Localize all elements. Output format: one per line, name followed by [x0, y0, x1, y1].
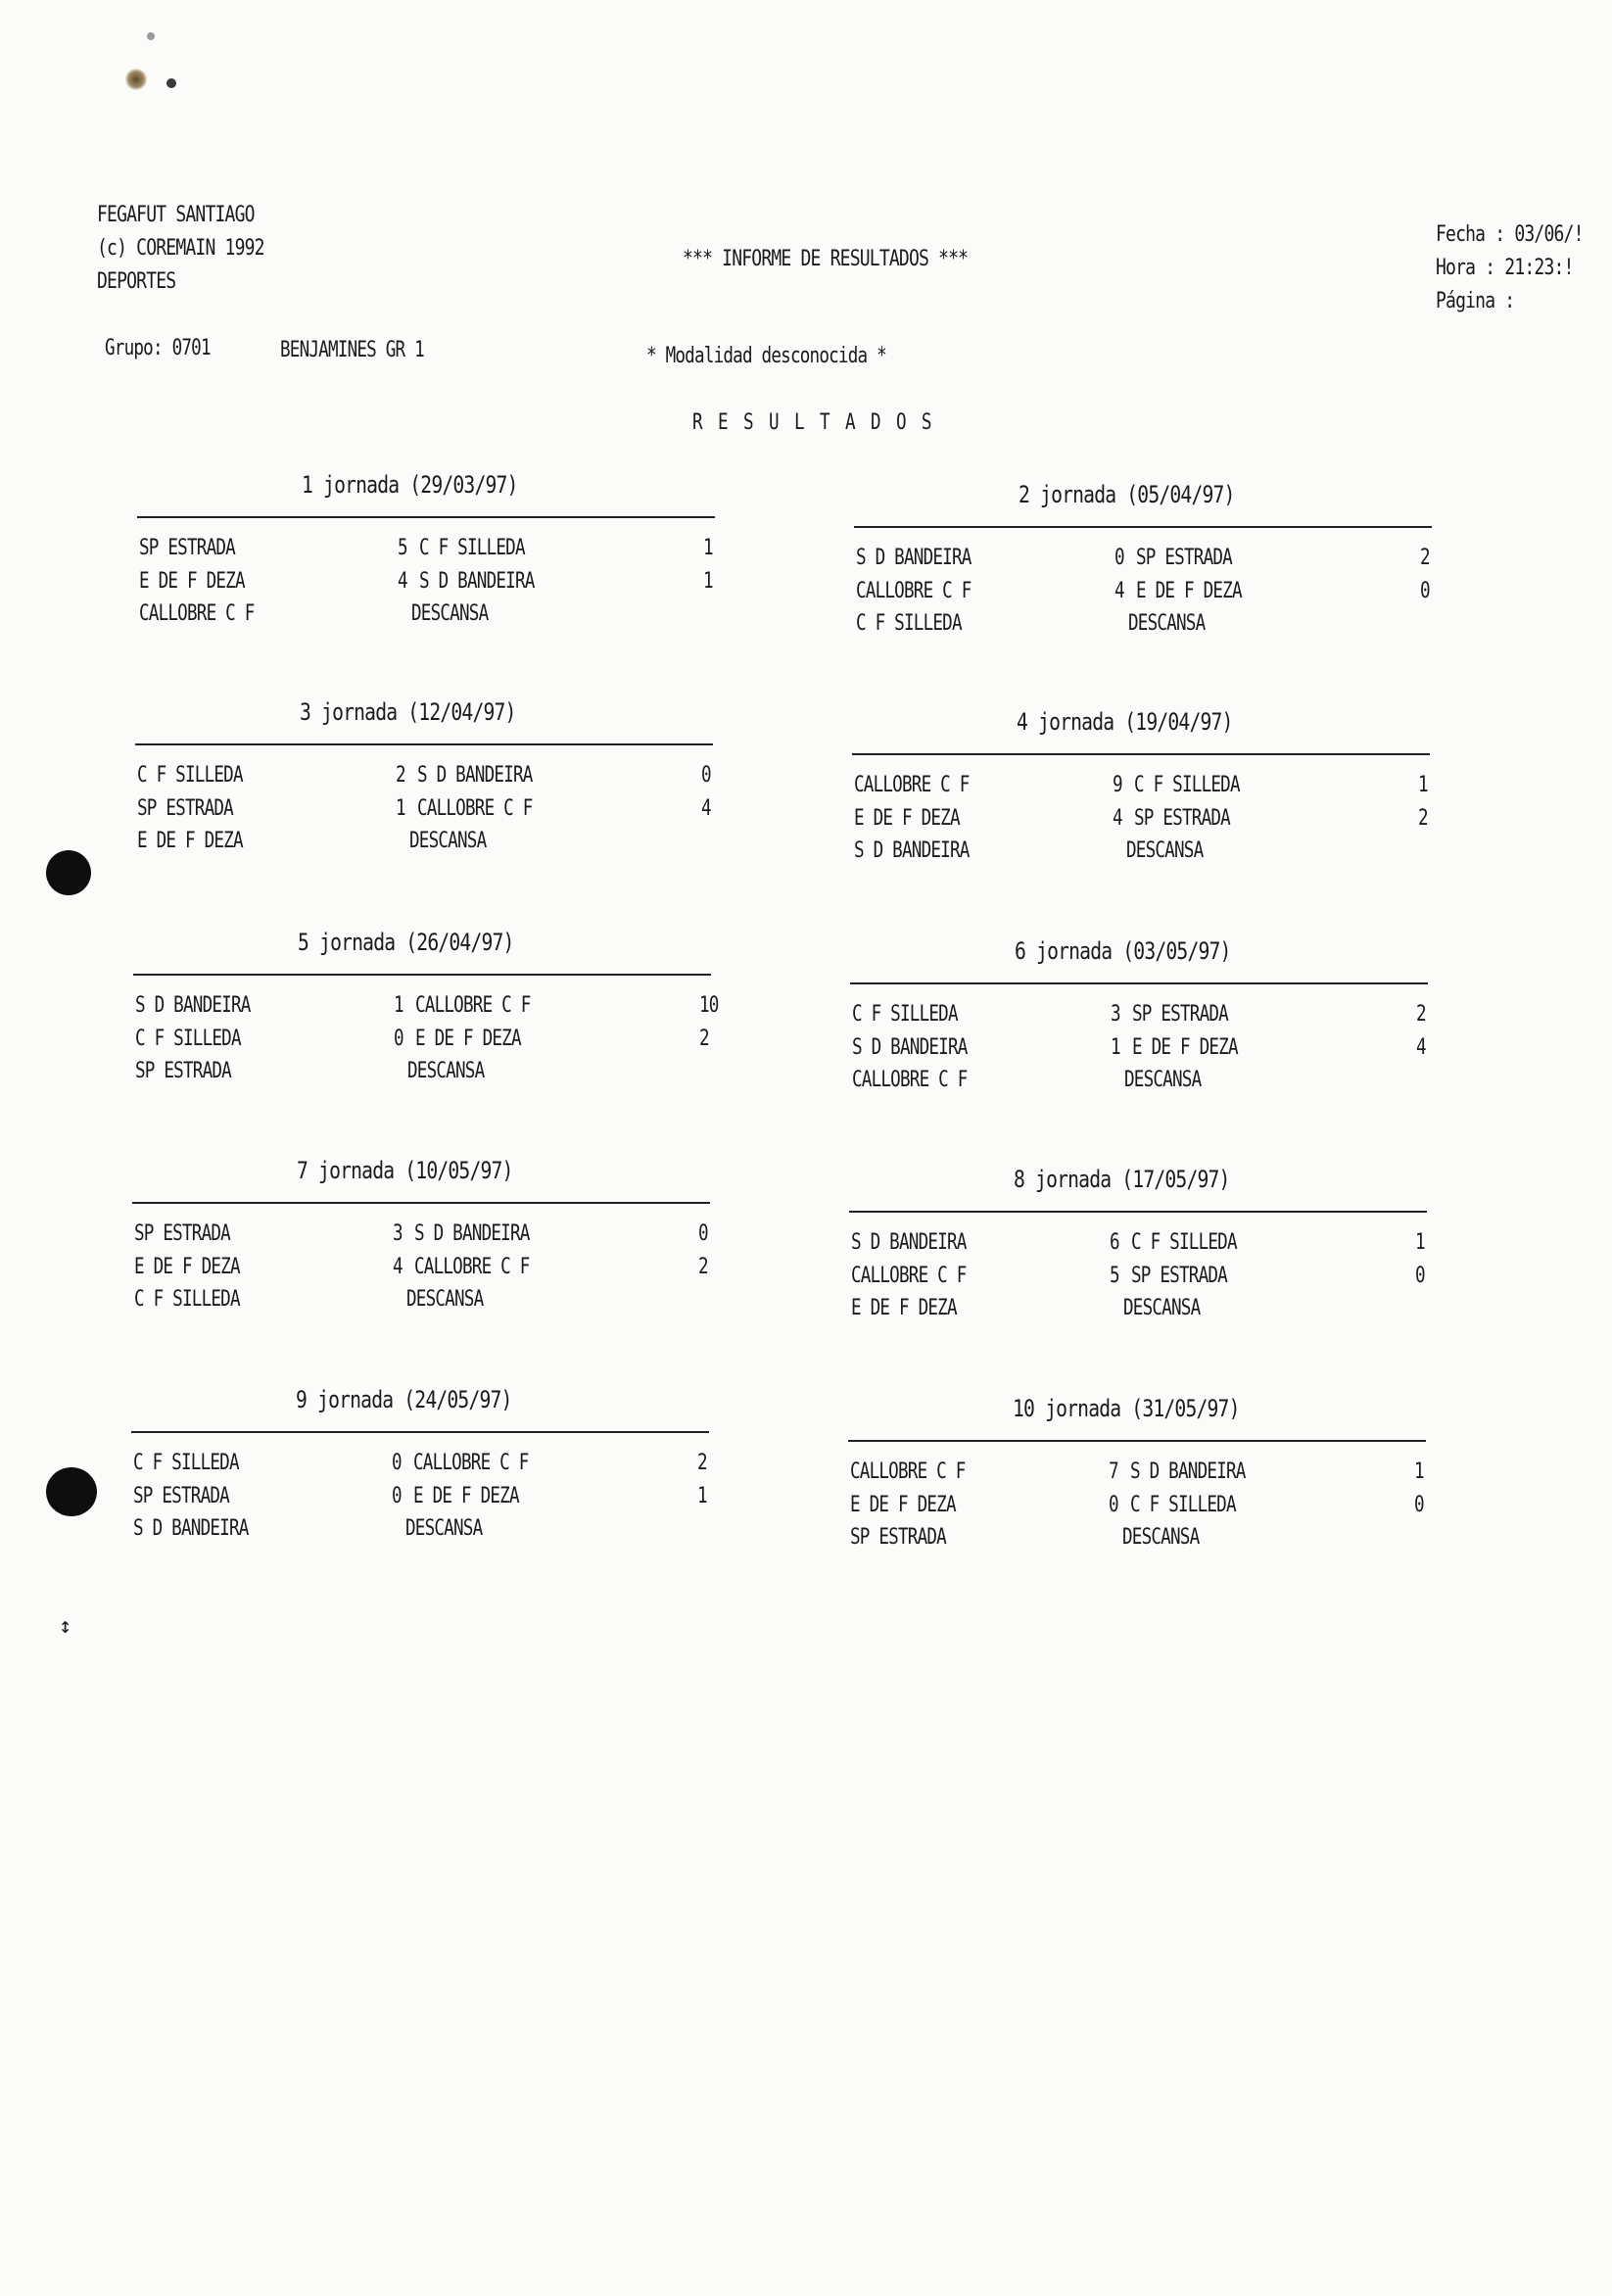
jornada-title: 7 jornada (10/05/97) [297, 1157, 513, 1184]
jornada-rule [850, 982, 1428, 984]
rest-label: DESCANSA [1122, 1525, 1200, 1550]
rest-team: SP ESTRADA [135, 1059, 231, 1083]
rest-row [135, 829, 713, 861]
report-title: *** INFORME DE RESULTADOS *** [683, 247, 969, 271]
home-team: C F SILLEDA [137, 763, 243, 788]
match-row [848, 1493, 1426, 1525]
away-score: 0 [1420, 579, 1430, 603]
home-team: C F SILLEDA [133, 1451, 239, 1475]
jornada-block [131, 1386, 709, 1572]
jornada-title: 2 jornada (05/04/97) [1019, 481, 1235, 508]
home-team: E DE F DEZA [134, 1255, 240, 1279]
away-score: 4 [1416, 1035, 1426, 1060]
page-line: Página : [1436, 289, 1515, 313]
away-score: 1 [1418, 773, 1428, 797]
home-score: 0 [394, 1027, 403, 1051]
match-row [137, 569, 715, 601]
home-score: 1 [1111, 1035, 1120, 1060]
stain-mark [166, 78, 176, 88]
jornada-rule [848, 1440, 1426, 1442]
home-score: 0 [1114, 546, 1124, 570]
match-row [132, 1221, 710, 1254]
away-team: CALLOBRE C F [417, 796, 533, 821]
match-row [135, 796, 713, 829]
away-score: 2 [1418, 806, 1428, 831]
away-team: SP ESTRADA [1136, 546, 1232, 570]
grupo-name: BENJAMINES GR 1 [280, 338, 424, 362]
home-team: SP ESTRADA [137, 796, 233, 821]
jornada-block [133, 929, 719, 1115]
home-score: 7 [1109, 1459, 1118, 1484]
home-score: 2 [396, 763, 405, 788]
jornada-rule [849, 1211, 1427, 1213]
away-team: CALLOBRE C F [415, 993, 531, 1018]
org-line: (c) COREMAIN 1992 [97, 236, 264, 261]
home-team: S D BANDEIRA [851, 1230, 967, 1255]
org-line: DEPORTES [97, 269, 176, 294]
rest-team: SP ESTRADA [850, 1525, 946, 1550]
rest-label: DESCANSA [405, 1516, 483, 1541]
home-score: 4 [1114, 579, 1124, 603]
match-row [854, 579, 1432, 611]
match-row [849, 1264, 1427, 1296]
rest-label: DESCANSA [1124, 1068, 1202, 1092]
rest-row [131, 1516, 709, 1549]
away-score: 1 [703, 536, 713, 560]
away-score: 1 [703, 569, 713, 594]
home-team: E DE F DEZA [854, 806, 960, 831]
match-row [131, 1484, 709, 1516]
away-score: 4 [701, 796, 711, 821]
away-score: 2 [1416, 1002, 1426, 1027]
away-team: E DE F DEZA [1136, 579, 1242, 603]
home-team: S D BANDEIRA [135, 993, 251, 1018]
jornada-block [137, 471, 715, 657]
rest-label: DESCANSA [409, 829, 487, 853]
match-row [135, 763, 713, 795]
away-team: E DE F DEZA [1132, 1035, 1238, 1060]
away-team: SP ESTRADA [1132, 1002, 1228, 1027]
jornada-rule [137, 516, 715, 518]
match-row [133, 1027, 711, 1059]
home-team: CALLOBRE C F [856, 579, 972, 603]
match-row [131, 1451, 709, 1483]
home-team: CALLOBRE C F [854, 773, 970, 797]
rest-row [137, 601, 715, 634]
away-score: 10 [699, 993, 719, 1018]
jornada-rule [133, 974, 711, 976]
match-row [133, 993, 719, 1026]
away-score: 2 [698, 1255, 708, 1279]
away-score: 2 [1420, 546, 1430, 570]
rest-label: DESCANSA [1128, 611, 1206, 636]
home-team: S D BANDEIRA [856, 546, 972, 570]
rest-label: DESCANSA [411, 601, 489, 626]
stain-mark [125, 69, 147, 90]
home-team: CALLOBRE C F [850, 1459, 966, 1484]
rest-team: C F SILLEDA [134, 1287, 240, 1312]
stain-mark [147, 32, 155, 40]
home-score: 0 [1109, 1493, 1118, 1517]
away-score: 2 [699, 1027, 709, 1051]
margin-mark: ↕ [59, 1614, 72, 1639]
home-score: 3 [393, 1221, 403, 1246]
home-score: 1 [394, 993, 403, 1018]
rest-team: S D BANDEIRA [133, 1516, 249, 1541]
rest-team: S D BANDEIRA [854, 838, 970, 863]
rest-team: E DE F DEZA [851, 1296, 957, 1320]
match-row [852, 773, 1430, 805]
away-team: C F SILLEDA [1131, 1230, 1237, 1255]
jornada-block [848, 1395, 1426, 1581]
rest-team: E DE F DEZA [137, 829, 243, 853]
time-line: Hora : 21:23:! [1436, 256, 1574, 280]
jornada-block [132, 1157, 710, 1343]
rest-row [849, 1296, 1427, 1328]
jornada-title: 5 jornada (26/04/97) [298, 929, 514, 956]
away-team: SP ESTRADA [1131, 1264, 1227, 1288]
jornada-rule [131, 1431, 709, 1433]
grupo-label: Grupo: 0701 [105, 336, 211, 360]
home-score: 1 [396, 796, 405, 821]
jornada-title: 8 jornada (17/05/97) [1014, 1166, 1230, 1193]
home-team: CALLOBRE C F [851, 1264, 967, 1288]
away-score: 2 [697, 1451, 707, 1475]
jornada-rule [132, 1202, 710, 1204]
rest-row [132, 1287, 710, 1319]
away-score: 1 [1415, 1230, 1425, 1255]
jornada-rule [135, 743, 713, 745]
home-score: 4 [393, 1255, 403, 1279]
away-team: S D BANDEIRA [1130, 1459, 1246, 1484]
match-row [848, 1459, 1426, 1492]
away-score: 1 [1414, 1459, 1424, 1484]
date-line: Fecha : 03/06/! [1436, 222, 1584, 247]
modalidad-label: * Modalidad desconocida * [646, 344, 886, 368]
away-score: 1 [697, 1484, 707, 1508]
home-score: 5 [398, 536, 407, 560]
away-score: 0 [1415, 1264, 1425, 1288]
home-score: 3 [1111, 1002, 1120, 1027]
rest-team: C F SILLEDA [856, 611, 962, 636]
jornada-block [849, 1166, 1427, 1352]
rest-team: CALLOBRE C F [852, 1068, 968, 1092]
away-score: 0 [701, 763, 711, 788]
jornada-rule [854, 526, 1432, 528]
punch-hole [46, 850, 91, 895]
away-team: C F SILLEDA [1130, 1493, 1236, 1517]
jornada-title: 6 jornada (03/05/97) [1015, 937, 1231, 965]
away-team: E DE F DEZA [413, 1484, 519, 1508]
rest-label: DESCANSA [1126, 838, 1204, 863]
match-row [137, 536, 715, 568]
punch-hole [46, 1467, 97, 1516]
match-row [850, 1002, 1428, 1034]
jornada-title: 4 jornada (19/04/97) [1017, 708, 1233, 736]
away-team: C F SILLEDA [1134, 773, 1240, 797]
home-score: 0 [392, 1451, 402, 1475]
home-team: E DE F DEZA [139, 569, 245, 594]
away-team: S D BANDEIRA [419, 569, 535, 594]
rest-label: DESCANSA [1123, 1296, 1201, 1320]
report-meta [1436, 218, 1584, 318]
jornada-block [135, 698, 713, 885]
match-row [132, 1255, 710, 1287]
rest-label: DESCANSA [407, 1059, 485, 1083]
home-score: 9 [1113, 773, 1122, 797]
rest-row [133, 1059, 711, 1091]
home-team: SP ESTRADA [139, 536, 235, 560]
jornada-block [852, 708, 1430, 894]
away-team: E DE F DEZA [415, 1027, 521, 1051]
away-team: CALLOBRE C F [414, 1255, 530, 1279]
jornada-title: 10 jornada (31/05/97) [1013, 1395, 1240, 1422]
rest-row [854, 611, 1432, 644]
away-score: 0 [698, 1221, 708, 1246]
jornada-title: 9 jornada (24/05/97) [296, 1386, 512, 1413]
home-team: SP ESTRADA [134, 1221, 230, 1246]
home-team: SP ESTRADA [133, 1484, 229, 1508]
section-title: R E S U L T A D O S [692, 410, 934, 435]
away-score: 0 [1414, 1493, 1424, 1517]
home-team: C F SILLEDA [135, 1027, 241, 1051]
jornada-rule [852, 753, 1430, 755]
match-row [850, 1035, 1428, 1068]
home-team: E DE F DEZA [850, 1493, 956, 1517]
home-score: 4 [398, 569, 407, 594]
home-score: 4 [1113, 806, 1122, 831]
rest-row [852, 838, 1430, 871]
jornada-title: 1 jornada (29/03/97) [302, 471, 518, 499]
away-team: S D BANDEIRA [414, 1221, 530, 1246]
match-row [854, 546, 1432, 578]
rest-row [850, 1068, 1428, 1100]
match-row [852, 806, 1430, 838]
jornada-block [854, 481, 1432, 667]
rest-label: DESCANSA [406, 1287, 484, 1312]
away-team: SP ESTRADA [1134, 806, 1230, 831]
away-team: CALLOBRE C F [413, 1451, 529, 1475]
jornada-title: 3 jornada (12/04/97) [300, 698, 516, 726]
home-score: 0 [392, 1484, 402, 1508]
match-row [849, 1230, 1427, 1263]
away-team: C F SILLEDA [419, 536, 525, 560]
home-team: C F SILLEDA [852, 1002, 958, 1027]
home-team: S D BANDEIRA [852, 1035, 968, 1060]
home-score: 6 [1110, 1230, 1119, 1255]
jornada-block [850, 937, 1428, 1124]
organization-block [97, 199, 264, 299]
org-line: FEGAFUT SANTIAGO [97, 203, 255, 227]
home-score: 5 [1110, 1264, 1119, 1288]
away-team: S D BANDEIRA [417, 763, 533, 788]
rest-team: CALLOBRE C F [139, 601, 255, 626]
rest-row [848, 1525, 1426, 1557]
